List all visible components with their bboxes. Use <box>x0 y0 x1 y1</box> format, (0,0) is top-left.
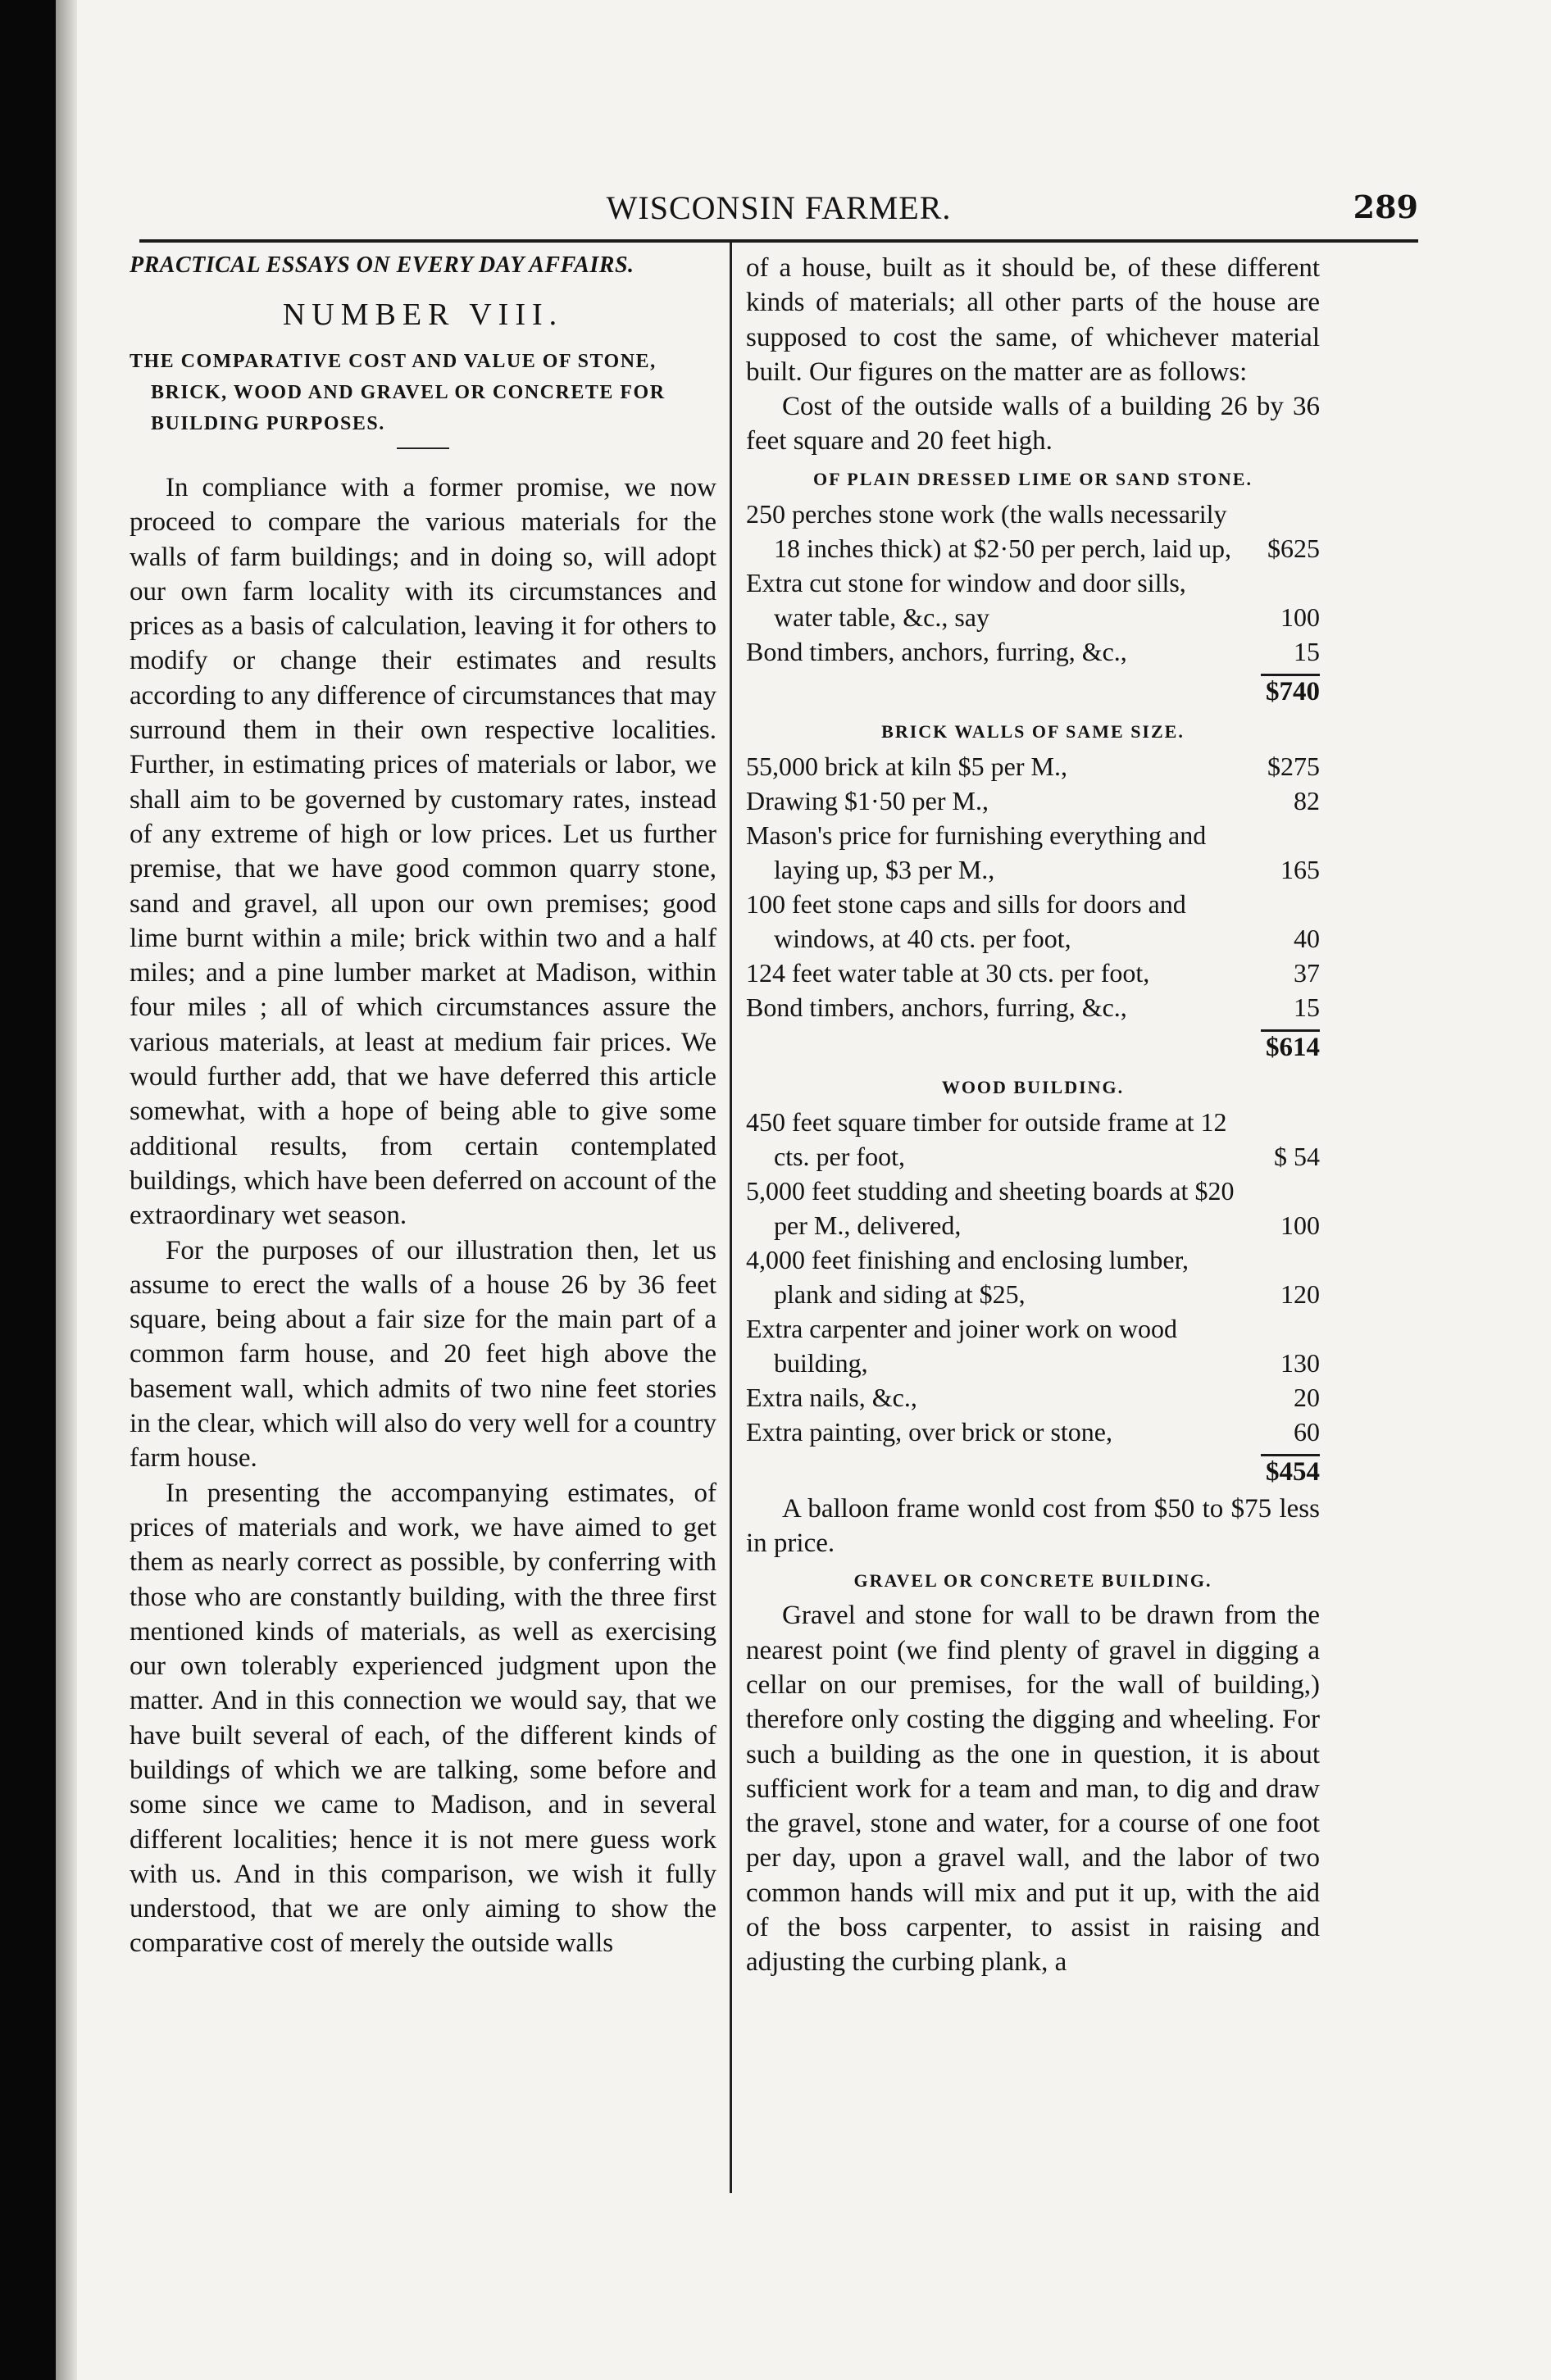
cost-item <box>746 783 1320 818</box>
cost-item <box>746 956 1320 990</box>
gravel-text: Gravel and stone for wall to be drawn from the nearest point (we find plenty of gravel in digging a cellar on our premises, for the wall of building,) therefore only costing the digging and wheeling. For such a building as the one in question, it is about sufficient work for a team and man, to dig and draw the gravel, stone and water, for a course of one foot per day, upon a gravel wall, and the labor of two common hands will mix and put it up, with the aid of the boss carpenter, to assist in raising and adjusting the curbing plank, a <box>746 1601 1320 1978</box>
cost-item <box>746 887 1320 956</box>
item-amount: 15 <box>1294 992 1320 1022</box>
section-heading: BRICK WALLS OF SAME SIZE. <box>881 720 1185 742</box>
item-description: 5,000 feet studding and sheeting boards at $20 per M., delivered, <box>746 1175 1235 1240</box>
cost-item <box>746 565 1320 634</box>
item-amount: 120 <box>1280 1279 1320 1309</box>
item-description: Drawing $1·50 per M., <box>746 785 989 815</box>
cost-item <box>746 497 1320 565</box>
item-description: 250 perches stone work (the walls necessarily 18 inches thick) at $2·50 per perch, laid up, <box>746 498 1232 563</box>
item-description: 55,000 brick at kiln $5 per M., <box>746 751 1067 781</box>
brick-section <box>746 718 1320 1067</box>
paragraph: In presenting the accompanying estimates, of prices of materials and work, we have aimed to get them as nearly correct as possible, by conferring with those who are constantly building, with the three first mentioned kinds of materials, as well as exercising our own tolerably experienced judgment upon the matter. And in this connection we would say, that we have built several of each, of the different kinds of buildings of which we are talking, some before and some since we came to Madison, and in several different localities; hence it is not mere guess work with us. And in this comparison, we wish it fully understood, that we are only aiming to show the comparative cost of merely the outside walls <box>130 1478 716 1959</box>
cost-item <box>746 1242 1320 1311</box>
cost-item <box>746 990 1320 1024</box>
page-number: 289 <box>1353 188 1418 225</box>
journal-title: WISCONSIN FARMER. <box>606 189 952 226</box>
item-description: 124 feet water table at 30 cts. per foot, <box>746 957 1150 988</box>
article-subtitle: THE COMPARATIVE COST AND VALUE OF STONE, BRICK, WOOD AND GRAVEL OR CONCRETE FOR BUILDING PURPOSES. <box>130 351 666 434</box>
section-heading: OF PLAIN DRESSED LIME OR SAND STONE. <box>813 468 1253 489</box>
section-total <box>746 1449 1320 1492</box>
total-amount: $454 <box>1266 1456 1320 1487</box>
article-number: NUMBER VIII. <box>282 298 564 332</box>
cost-item <box>746 634 1320 669</box>
item-description: Bond timbers, anchors, furring, &c., <box>746 992 1127 1022</box>
item-description: Mason's price for furnishing everything and laying up, $3 per M., <box>746 820 1207 884</box>
paragraph: In compliance with a former promise, we now proceed to compare the various materials for the walls of farm buildings; and in doing so, will adopt our own farm locality with its circumstances and prices as a basis of calculation, leaving it for others to modify or change their estimates and results according to any difference of circumstances that may surround them in their own respective localities. Further, in estimating prices of materials or labor, we shall aim to be governed by customary rates, instead of any extreme of high or low prices. Let us further premise, that we have good common quarry stone, sand and gravel, all upon our own premises; good lime burnt within a mile; brick within two and a half miles; and a pine lumber market at Madison, within four miles ; all of which circumstances assure the various materials, at least at medium fair prices. We would further add, that we have deferred this article somewhat, with a hope of being able to give some additional results, from certain contemplated buildings, which have been deferred on account of the extraordinary wet season. <box>130 473 716 1231</box>
cost-intro: Cost of the outside walls of a building 26 by 36 feet square and 20 feet high. <box>746 392 1320 456</box>
item-amount: 100 <box>1280 1210 1320 1240</box>
column-rule <box>730 243 732 2193</box>
stone-section <box>746 466 1320 711</box>
item-amount: 20 <box>1294 1382 1320 1412</box>
left-column <box>130 251 716 1961</box>
continuation-text: of a house, built as it should be, of these different kinds of materials; all other parts of the house are supposed to cost the same, of whichever material built. Our figures on the matter are as follows: <box>746 253 1320 387</box>
item-amount: 82 <box>1294 785 1320 815</box>
total-amount: $614 <box>1266 1032 1320 1062</box>
item-amount: 100 <box>1280 602 1320 632</box>
balloon-frame-note: A balloon frame wonld cost from $50 to $75 less in price. <box>746 1493 1320 1559</box>
item-amount: 60 <box>1294 1416 1320 1447</box>
page-gutter-shadow <box>56 0 77 2380</box>
item-description: Extra nails, &c., <box>746 1382 917 1412</box>
item-description: 450 feet square timber for outside frame at 12 cts. per foot, <box>746 1106 1227 1171</box>
book-spine-edge <box>0 0 56 2380</box>
item-description: Bond timbers, anchors, furring, &c., <box>746 636 1127 666</box>
item-amount: 130 <box>1280 1347 1320 1378</box>
section-total <box>746 1024 1320 1067</box>
section-total <box>746 669 1320 711</box>
cost-item <box>746 1311 1320 1380</box>
short-divider <box>397 447 449 449</box>
total-amount: $740 <box>1266 676 1320 706</box>
total-rule <box>1261 1029 1320 1032</box>
cost-item <box>746 818 1320 887</box>
item-description: 100 feet stone caps and sills for doors and windows, at 40 cts. per foot, <box>746 888 1186 953</box>
series-heading: PRACTICAL ESSAYS ON EVERY DAY AFFAIRS. <box>130 252 634 278</box>
running-head <box>139 188 1418 238</box>
item-amount: $275 <box>1267 751 1320 781</box>
wood-section <box>746 1074 1320 1492</box>
cost-item <box>746 1380 1320 1415</box>
item-description: 4,000 feet finishing and enclosing lumber, plank and siding at $25, <box>746 1244 1189 1309</box>
item-amount: $625 <box>1267 533 1320 563</box>
total-rule <box>1261 674 1320 676</box>
total-rule <box>1261 1454 1320 1456</box>
item-amount: 40 <box>1294 923 1320 953</box>
item-description: Extra carpenter and joiner work on wood building, <box>746 1313 1178 1378</box>
cost-item <box>746 1415 1320 1449</box>
cost-item <box>746 1174 1320 1242</box>
item-description: Extra cut stone for window and door sills, water table, &c., say <box>746 567 1186 632</box>
item-description: Extra painting, over brick or stone, <box>746 1416 1112 1447</box>
gravel-heading: GRAVEL OR CONCRETE BUILDING. <box>853 1570 1212 1592</box>
paragraph: For the purposes of our illustration then, let us assume to erect the walls of a house 26 by 36 feet square, being about a fair size for the main part of a common farm house, and 20 feet high above the basement wall, which admits of two nine feet stories in the clear, which will also do very well for a country farm house. <box>130 1235 716 1474</box>
item-amount: 165 <box>1280 854 1320 884</box>
cost-item <box>746 1105 1320 1174</box>
item-amount: $ 54 <box>1274 1141 1320 1171</box>
item-amount: 15 <box>1294 636 1320 666</box>
header-rule <box>139 239 1418 243</box>
section-heading: WOOD BUILDING. <box>941 1076 1125 1097</box>
right-column <box>746 251 1320 1980</box>
item-amount: 37 <box>1294 957 1320 988</box>
cost-item <box>746 749 1320 783</box>
